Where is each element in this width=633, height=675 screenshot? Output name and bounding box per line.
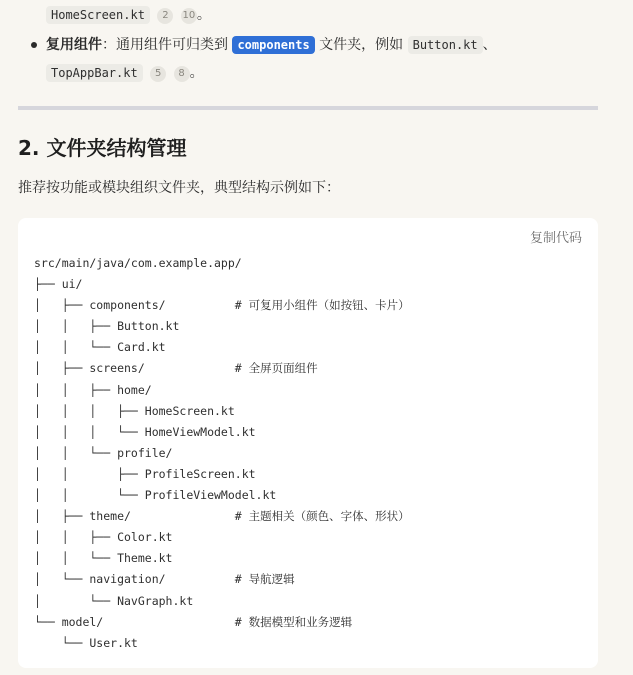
code-line: │ │ ├── Button.kt [34,319,180,334]
code-line: │ ├── components/ # 可复用小组件（如按钮、卡片） [34,298,410,313]
inline-code: TopAppBar.kt [46,64,143,82]
section-heading: 2. 文件夹结构管理 [18,136,187,160]
code-line: │ │ └── profile/ [34,445,173,460]
code-line: │ ├── screens/ # 全屏页面组件 [34,361,318,376]
bullet-marker [31,42,37,48]
code-line: │ ├── theme/ # 主题相关（颜色、字体、形状） [34,509,410,524]
bullet-text: 文件夹，例如 [319,37,404,53]
citation-badge[interactable]: 10 [181,8,197,24]
code-content [34,253,410,654]
code-block [18,218,598,668]
code-line: │ │ └── ProfileViewModel.kt [34,488,277,503]
code-line: │ │ └── Theme.kt [34,551,173,566]
code-line: │ │ ├── ProfileScreen.kt [34,466,256,481]
sentence-end: 。 [196,7,211,23]
code-line: src/main/java/com.example.app/ [34,256,242,270]
code-line: ├── ui/ [34,277,83,292]
code-line: │ │ │ └── HomeViewModel.kt [34,424,256,439]
code-line: │ └── NavGraph.kt [34,593,194,608]
section-divider [18,106,598,110]
code-line: │ │ ├── Color.kt [34,530,173,545]
separator: 、 [482,37,497,53]
bullet-item-continued [46,62,204,84]
inline-code: HomeScreen.kt [46,6,150,24]
code-line: │ │ │ ├── HomeScreen.kt [34,403,235,418]
bullet-label: 复用组件 [46,37,102,53]
sentence-end: 。 [189,65,204,81]
code-line: │ │ └── Card.kt [34,340,166,355]
intro-paragraph: 推荐按功能或模块组织文件夹，典型结构示例如下： [18,180,340,196]
code-line: │ │ ├── home/ [34,382,152,397]
bullet-item [46,34,497,56]
inline-code-highlighted: components [232,36,314,54]
copy-code-button[interactable]: 复制代码 [529,231,582,246]
previous-bullet-tail [46,4,211,26]
citation-badge[interactable]: 2 [157,8,173,24]
citation-badge[interactable]: 8 [174,66,190,82]
citation-badge[interactable]: 5 [150,66,166,82]
code-line: └── model/ # 数据模型和业务逻辑 [34,614,353,629]
code-line: └── User.kt [34,635,138,650]
code-line: │ └── navigation/ # 导航逻辑 [34,572,295,587]
inline-code: Button.kt [408,36,483,54]
bullet-text: ：通用组件可归类到 [102,37,228,53]
